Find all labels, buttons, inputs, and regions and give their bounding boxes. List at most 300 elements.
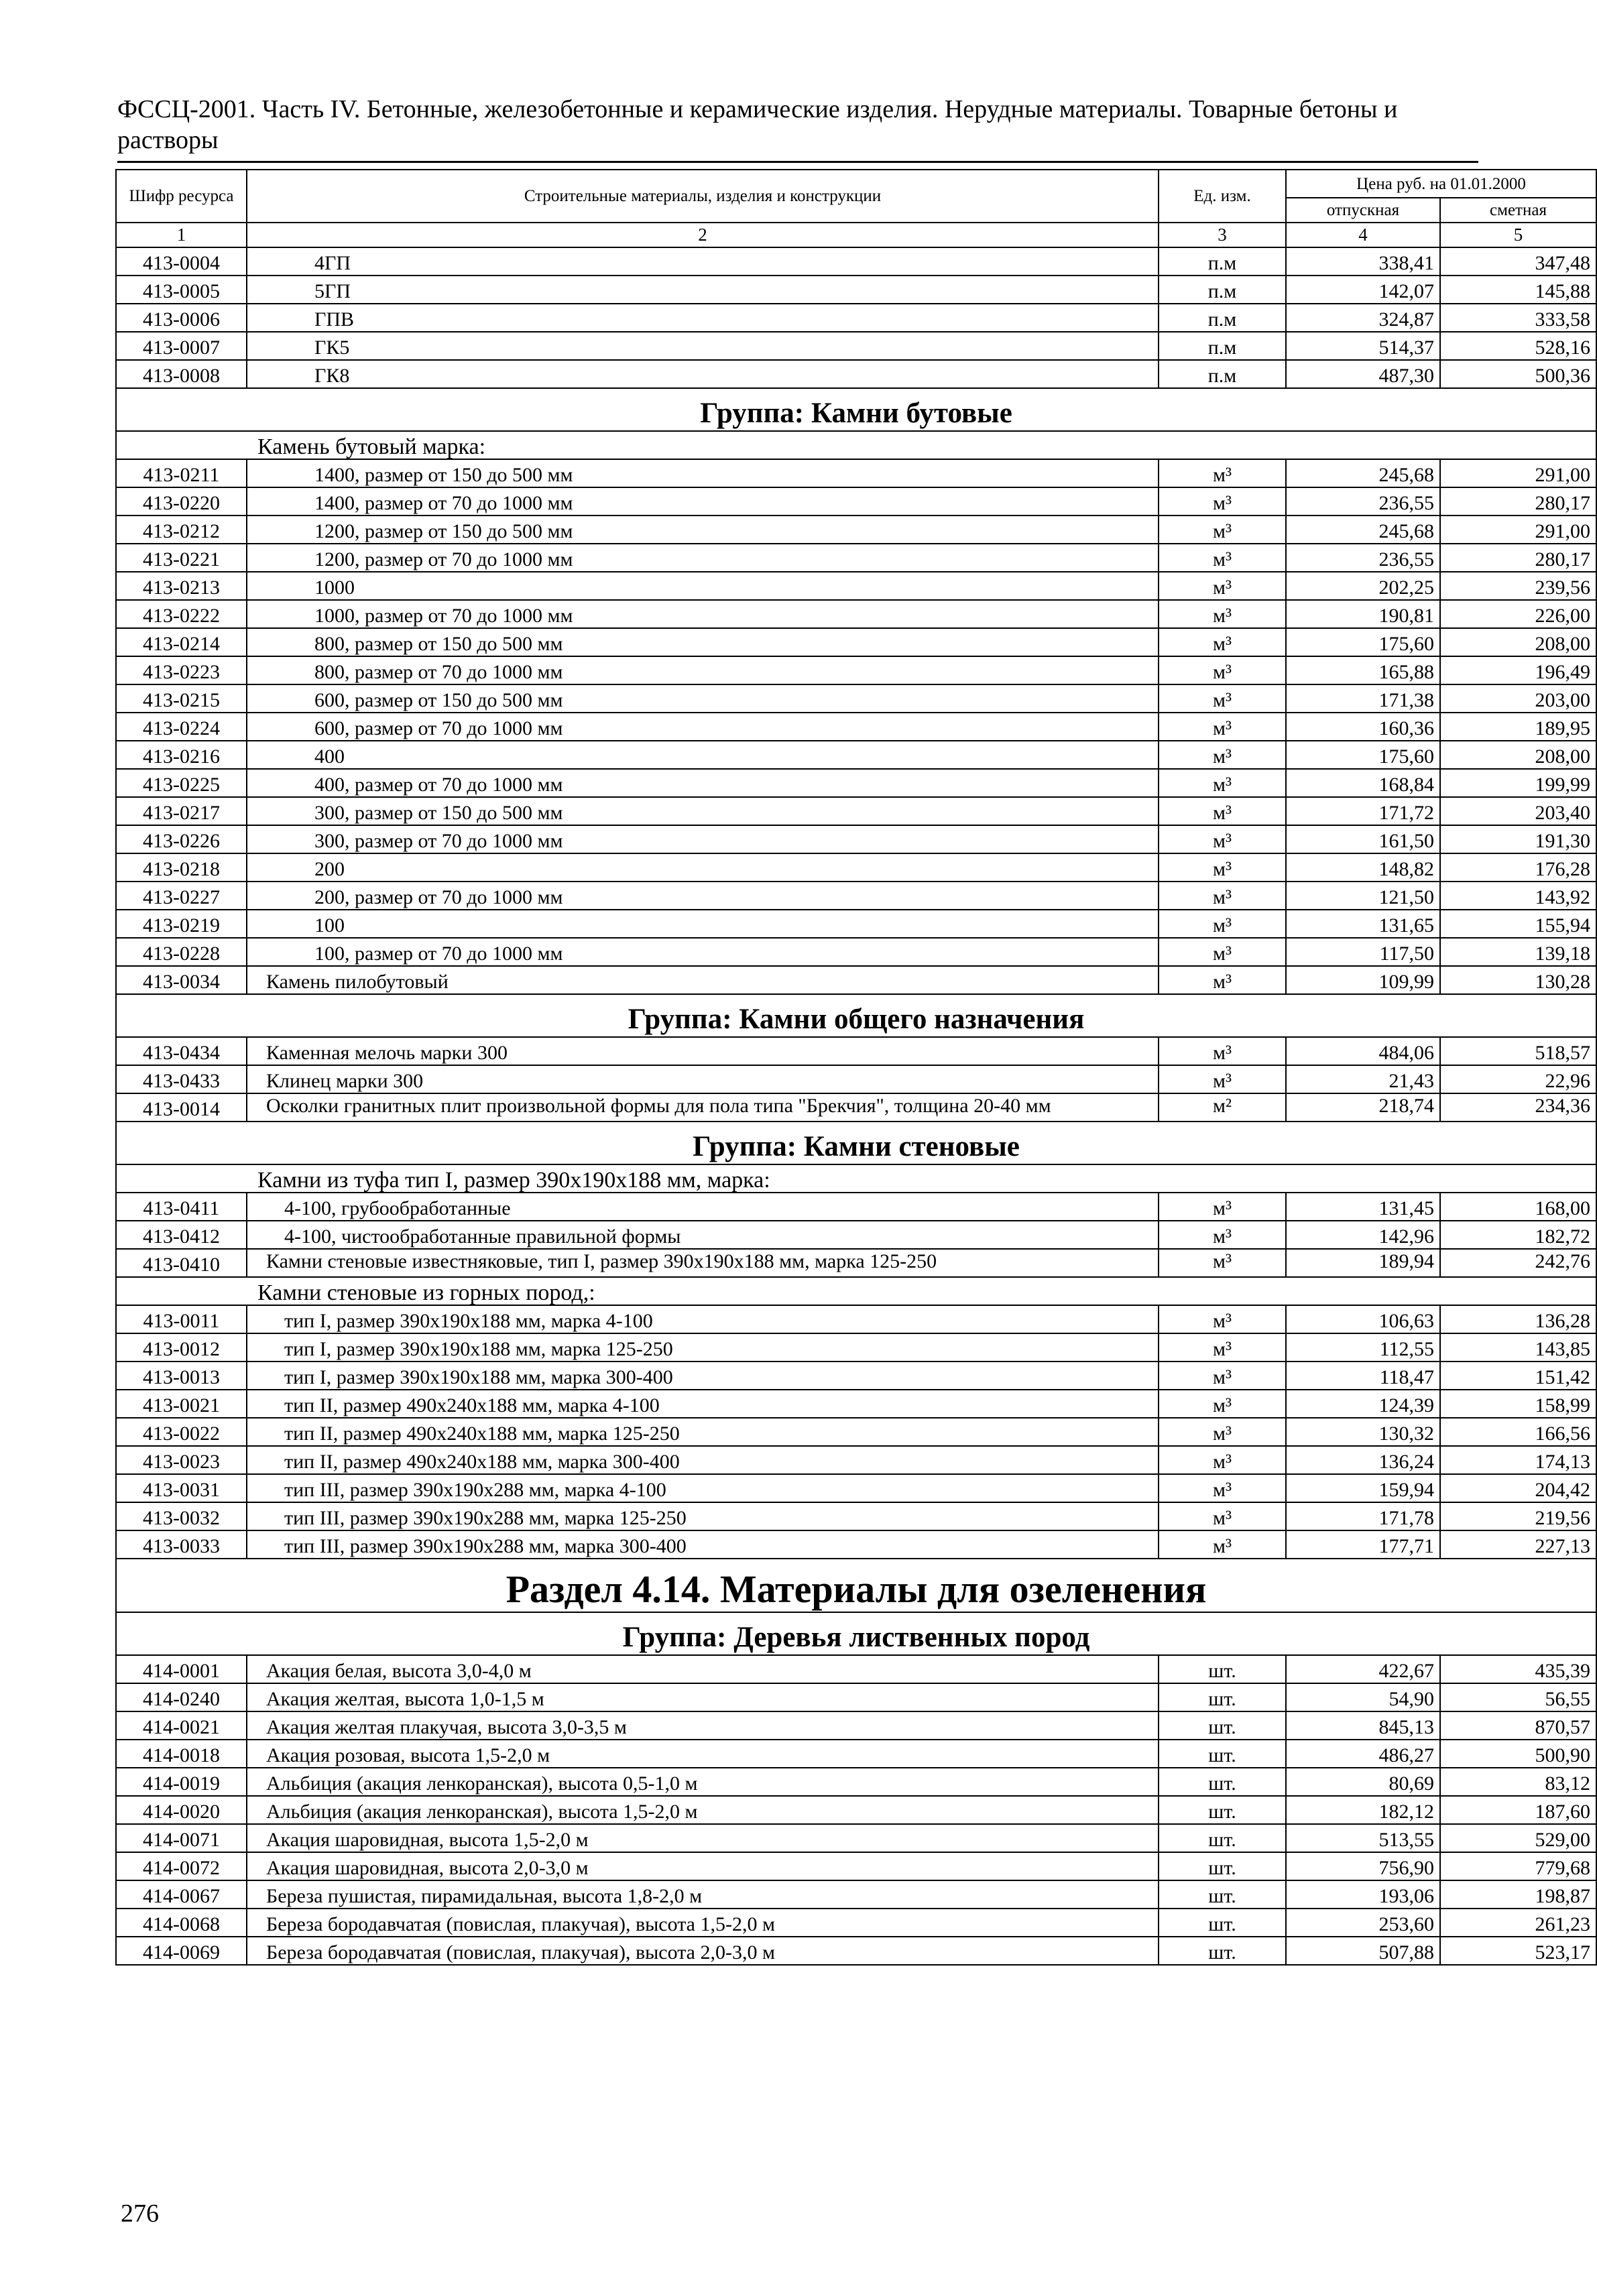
estimate-price: 130,28 xyxy=(1440,966,1596,994)
table-row xyxy=(116,304,1596,332)
resource-code: 414-0001 xyxy=(116,1655,247,1683)
estimate-price: 291,00 xyxy=(1440,459,1596,487)
resource-code: 413-0031 xyxy=(116,1474,247,1502)
estimate-price: 189,95 xyxy=(1440,713,1596,741)
unit-cell: п.м xyxy=(1159,247,1286,276)
resource-code: 414-0020 xyxy=(116,1796,247,1824)
estimate-price: 261,23 xyxy=(1440,1909,1596,1937)
estimate-price: 143,85 xyxy=(1440,1333,1596,1362)
resource-code: 413-0034 xyxy=(116,966,247,994)
material-name: Акация шаровидная, высота 1,5-2,0 м xyxy=(247,1824,1159,1852)
table-row xyxy=(116,1937,1596,1965)
estimate-price: 145,88 xyxy=(1440,276,1596,304)
estimate-price: 529,00 xyxy=(1440,1824,1596,1852)
table-row xyxy=(116,1333,1596,1362)
release-price: 756,90 xyxy=(1286,1852,1440,1880)
material-name: 1200, размер от 70 до 1000 мм xyxy=(247,544,1159,572)
material-name: 1200, размер от 150 до 500 мм xyxy=(247,516,1159,544)
release-price: 513,55 xyxy=(1286,1824,1440,1852)
table-row xyxy=(116,1193,1596,1221)
resource-code: 414-0068 xyxy=(116,1909,247,1937)
unit-cell: м³ xyxy=(1159,1474,1286,1502)
estimate-price: 435,39 xyxy=(1440,1655,1596,1683)
material-name: Камень пилобутовый xyxy=(247,966,1159,994)
estimate-price: 333,58 xyxy=(1440,304,1596,332)
release-price: 148,82 xyxy=(1286,853,1440,882)
unit-cell: м³ xyxy=(1159,487,1286,516)
column-number: 2 xyxy=(247,223,1159,247)
estimate-price: 203,40 xyxy=(1440,797,1596,825)
material-name: Береза бородавчатая (повислая, плакучая), высота 2,0-3,0 м xyxy=(247,1937,1159,1965)
table-body xyxy=(116,247,1596,1965)
material-name: 5ГП xyxy=(247,276,1159,304)
unit-cell: м³ xyxy=(1159,966,1286,994)
table-row xyxy=(116,1711,1596,1740)
material-name: 300, размер от 70 до 1000 мм xyxy=(247,825,1159,853)
resource-code: 413-0211 xyxy=(116,459,247,487)
resource-code: 413-0214 xyxy=(116,628,247,656)
material-name: 4-100, чистообработанные правильной формы xyxy=(247,1221,1159,1249)
material-name: Акация розовая, высота 1,5-2,0 м xyxy=(247,1740,1159,1768)
unit-cell: м³ xyxy=(1159,1362,1286,1390)
release-price: 131,45 xyxy=(1286,1193,1440,1221)
material-name: 1000, размер от 70 до 1000 мм xyxy=(247,600,1159,628)
table-row xyxy=(116,769,1596,797)
material-name: 200, размер от 70 до 1000 мм xyxy=(247,882,1159,910)
unit-cell: м³ xyxy=(1159,713,1286,741)
table-row xyxy=(116,910,1596,938)
section-title: Раздел 4.14. Материалы для озеленения xyxy=(116,1559,1596,1612)
estimate-price: 187,60 xyxy=(1440,1796,1596,1824)
material-name: 600, размер от 150 до 500 мм xyxy=(247,684,1159,713)
material-name: Береза бородавчатая (повислая, плакучая), высота 1,5-2,0 м xyxy=(247,1909,1159,1937)
unit-cell: м³ xyxy=(1159,1249,1286,1277)
release-price: 845,13 xyxy=(1286,1711,1440,1740)
unit-cell: шт. xyxy=(1159,1824,1286,1852)
resource-code: 413-0213 xyxy=(116,572,247,600)
release-price: 21,43 xyxy=(1286,1065,1440,1093)
table-row xyxy=(116,825,1596,853)
estimate-price: 234,36 xyxy=(1440,1093,1596,1122)
resource-code: 414-0067 xyxy=(116,1880,247,1909)
material-name: Альбиция (акация ленкоранская), высота 1,5-2,0 м xyxy=(247,1796,1159,1824)
resource-code: 414-0072 xyxy=(116,1852,247,1880)
group-title-row xyxy=(116,388,1596,431)
table-row xyxy=(116,1909,1596,1937)
material-name: тип II, размер 490x240x188 мм, марка 300-400 xyxy=(247,1446,1159,1474)
release-price: 118,47 xyxy=(1286,1362,1440,1390)
column-header-release: отпускная xyxy=(1286,198,1440,223)
release-price: 514,37 xyxy=(1286,332,1440,360)
resource-code: 413-0216 xyxy=(116,741,247,769)
material-name: тип III, размер 390x190x288 мм, марка 125-250 xyxy=(247,1502,1159,1530)
column-number: 5 xyxy=(1440,223,1596,247)
table-row xyxy=(116,360,1596,388)
resource-code: 413-0004 xyxy=(116,247,247,276)
group-title-row xyxy=(116,1612,1596,1655)
resource-code: 413-0217 xyxy=(116,797,247,825)
column-number: 4 xyxy=(1286,223,1440,247)
material-name: тип I, размер 390x190x188 мм, марка 125-250 xyxy=(247,1333,1159,1362)
unit-cell: м³ xyxy=(1159,516,1286,544)
resource-code: 413-0011 xyxy=(116,1305,247,1333)
table-row xyxy=(116,1880,1596,1909)
resource-code: 413-0032 xyxy=(116,1502,247,1530)
resource-code: 413-0006 xyxy=(116,304,247,332)
release-price: 159,94 xyxy=(1286,1474,1440,1502)
material-name: 4ГП xyxy=(247,247,1159,276)
table-row xyxy=(116,1093,1596,1122)
resource-code: 413-0215 xyxy=(116,684,247,713)
unit-cell: м³ xyxy=(1159,1193,1286,1221)
material-name: тип I, размер 390x190x188 мм, марка 4-100 xyxy=(247,1305,1159,1333)
material-name: 100, размер от 70 до 1000 мм xyxy=(247,938,1159,966)
unit-cell: шт. xyxy=(1159,1852,1286,1880)
estimate-price: 56,55 xyxy=(1440,1683,1596,1711)
unit-cell: шт. xyxy=(1159,1740,1286,1768)
unit-cell: м³ xyxy=(1159,600,1286,628)
resource-code: 413-0434 xyxy=(116,1037,247,1065)
material-name: 1400, размер от 150 до 500 мм xyxy=(247,459,1159,487)
unit-cell: м³ xyxy=(1159,1446,1286,1474)
estimate-price: 227,13 xyxy=(1440,1530,1596,1559)
table-row xyxy=(116,1502,1596,1530)
material-name: 600, размер от 70 до 1000 мм xyxy=(247,713,1159,741)
group-subheading: Камни стеновые из горных пород,: xyxy=(116,1277,1596,1305)
release-price: 171,78 xyxy=(1286,1502,1440,1530)
table-row xyxy=(116,1683,1596,1711)
unit-cell: шт. xyxy=(1159,1683,1286,1711)
material-name: 4-100, грубообработанные xyxy=(247,1193,1159,1221)
table-row xyxy=(116,628,1596,656)
table-row xyxy=(116,1362,1596,1390)
unit-cell: м³ xyxy=(1159,938,1286,966)
resource-code: 413-0218 xyxy=(116,853,247,882)
table-row xyxy=(116,600,1596,628)
estimate-price: 182,72 xyxy=(1440,1221,1596,1249)
release-price: 190,81 xyxy=(1286,600,1440,628)
release-price: 121,50 xyxy=(1286,882,1440,910)
group-title-row xyxy=(116,1122,1596,1164)
resource-code: 414-0069 xyxy=(116,1937,247,1965)
material-name: Осколки гранитных плит произвольной формы для пола типа "Брекчия", толщина 20-40 мм xyxy=(247,1093,1159,1122)
table-row xyxy=(116,1655,1596,1683)
estimate-price: 198,87 xyxy=(1440,1880,1596,1909)
table-row xyxy=(116,1065,1596,1093)
release-price: 112,55 xyxy=(1286,1333,1440,1362)
resource-code: 413-0007 xyxy=(116,332,247,360)
release-price: 131,65 xyxy=(1286,910,1440,938)
release-price: 487,30 xyxy=(1286,360,1440,388)
unit-cell: шт. xyxy=(1159,1711,1286,1740)
release-price: 182,12 xyxy=(1286,1796,1440,1824)
table-row xyxy=(116,544,1596,572)
unit-cell: м² xyxy=(1159,1093,1286,1122)
unit-cell: м³ xyxy=(1159,910,1286,938)
material-name: тип III, размер 390x190x288 мм, марка 300-400 xyxy=(247,1530,1159,1559)
material-name: тип II, размер 490x240x188 мм, марка 125-250 xyxy=(247,1418,1159,1446)
material-name: ГК8 xyxy=(247,360,1159,388)
unit-cell: м³ xyxy=(1159,656,1286,684)
unit-cell: шт. xyxy=(1159,1880,1286,1909)
material-name: тип II, размер 490x240x188 мм, марка 4-100 xyxy=(247,1390,1159,1418)
resource-code: 413-0222 xyxy=(116,600,247,628)
group-subheading-row xyxy=(116,431,1596,459)
unit-cell: п.м xyxy=(1159,276,1286,304)
material-name: 400, размер от 70 до 1000 мм xyxy=(247,769,1159,797)
estimate-price: 204,42 xyxy=(1440,1474,1596,1502)
unit-cell: м³ xyxy=(1159,1418,1286,1446)
estimate-price: 176,28 xyxy=(1440,853,1596,882)
unit-cell: м³ xyxy=(1159,769,1286,797)
material-name: Акация белая, высота 3,0-4,0 м xyxy=(247,1655,1159,1683)
unit-cell: м³ xyxy=(1159,1530,1286,1559)
estimate-price: 158,99 xyxy=(1440,1390,1596,1418)
unit-cell: м³ xyxy=(1159,684,1286,713)
table-row xyxy=(116,853,1596,882)
material-name: 100 xyxy=(247,910,1159,938)
unit-cell: шт. xyxy=(1159,1937,1286,1965)
table-row xyxy=(116,1474,1596,1502)
resource-code: 413-0223 xyxy=(116,656,247,684)
estimate-price: 518,57 xyxy=(1440,1037,1596,1065)
release-price: 177,71 xyxy=(1286,1530,1440,1559)
unit-cell: м³ xyxy=(1159,741,1286,769)
estimate-price: 208,00 xyxy=(1440,628,1596,656)
resource-code: 413-0023 xyxy=(116,1446,247,1474)
unit-cell: м³ xyxy=(1159,1037,1286,1065)
material-name: Акация желтая, высота 1,0-1,5 м xyxy=(247,1683,1159,1711)
release-price: 171,72 xyxy=(1286,797,1440,825)
material-name: Камни стеновые известняковые, тип I, размер 390x190x188 мм, марка 125-250 xyxy=(247,1249,1159,1277)
group-subheading: Камни из туфа тип I, размер 390x190x188 мм, марка: xyxy=(116,1164,1596,1193)
estimate-price: 166,56 xyxy=(1440,1418,1596,1446)
release-price: 175,60 xyxy=(1286,628,1440,656)
release-price: 161,50 xyxy=(1286,825,1440,853)
group-subheading-row xyxy=(116,1164,1596,1193)
resource-code: 414-0240 xyxy=(116,1683,247,1711)
unit-cell: м³ xyxy=(1159,853,1286,882)
resource-code: 413-0219 xyxy=(116,910,247,938)
unit-cell: м³ xyxy=(1159,1502,1286,1530)
material-name: Альбиция (акация ленкоранская), высота 0,5-1,0 м xyxy=(247,1768,1159,1796)
release-price: 245,68 xyxy=(1286,516,1440,544)
material-name: Акация желтая плакучая, высота 3,0-3,5 м xyxy=(247,1711,1159,1740)
estimate-price: 203,00 xyxy=(1440,684,1596,713)
release-price: 245,68 xyxy=(1286,459,1440,487)
unit-cell: шт. xyxy=(1159,1909,1286,1937)
table-row xyxy=(116,332,1596,360)
group-title: Группа: Камни бутовые xyxy=(116,388,1596,431)
column-number: 1 xyxy=(116,223,247,247)
unit-cell: м³ xyxy=(1159,1305,1286,1333)
estimate-price: 347,48 xyxy=(1440,247,1596,276)
unit-cell: м³ xyxy=(1159,544,1286,572)
estimate-price: 143,92 xyxy=(1440,882,1596,910)
table-row xyxy=(116,516,1596,544)
estimate-price: 500,90 xyxy=(1440,1740,1596,1768)
resource-code: 414-0071 xyxy=(116,1824,247,1852)
table-row xyxy=(116,1221,1596,1249)
unit-cell: м³ xyxy=(1159,825,1286,853)
estimate-price: 226,00 xyxy=(1440,600,1596,628)
estimate-price: 528,16 xyxy=(1440,332,1596,360)
unit-cell: п.м xyxy=(1159,332,1286,360)
release-price: 80,69 xyxy=(1286,1768,1440,1796)
document-header: ФССЦ-2001. Часть IV. Бетонные, железобетонные и керамические изделия. Нерудные материалы. Товарные бетоны и растворы xyxy=(117,95,1398,154)
table-row xyxy=(116,1852,1596,1880)
estimate-price: 199,99 xyxy=(1440,769,1596,797)
material-name: тип I, размер 390x190x188 мм, марка 300-400 xyxy=(247,1362,1159,1390)
estimate-price: 174,13 xyxy=(1440,1446,1596,1474)
table-row xyxy=(116,1530,1596,1559)
table-row xyxy=(116,487,1596,516)
resource-code: 413-0225 xyxy=(116,769,247,797)
group-subheading-row xyxy=(116,1277,1596,1305)
release-price: 324,87 xyxy=(1286,304,1440,332)
resource-code: 413-0411 xyxy=(116,1193,247,1221)
material-name: 800, размер от 70 до 1000 мм xyxy=(247,656,1159,684)
resource-code: 414-0018 xyxy=(116,1740,247,1768)
table-row xyxy=(116,1037,1596,1065)
release-price: 236,55 xyxy=(1286,487,1440,516)
section-title-row xyxy=(116,1559,1596,1612)
page-number: 276 xyxy=(121,2199,159,2228)
resource-code: 413-0033 xyxy=(116,1530,247,1559)
unit-cell: м³ xyxy=(1159,1065,1286,1093)
unit-cell: шт. xyxy=(1159,1655,1286,1683)
header-rule xyxy=(117,161,1478,163)
column-number-row xyxy=(116,223,1596,247)
price-table xyxy=(115,169,1597,1966)
estimate-price: 139,18 xyxy=(1440,938,1596,966)
estimate-price: 870,57 xyxy=(1440,1711,1596,1740)
release-price: 136,24 xyxy=(1286,1446,1440,1474)
table-row xyxy=(116,797,1596,825)
estimate-price: 239,56 xyxy=(1440,572,1596,600)
release-price: 171,38 xyxy=(1286,684,1440,713)
estimate-price: 280,17 xyxy=(1440,544,1596,572)
table-row xyxy=(116,1418,1596,1446)
material-name: 200 xyxy=(247,853,1159,882)
estimate-price: 523,17 xyxy=(1440,1937,1596,1965)
resource-code: 413-0221 xyxy=(116,544,247,572)
resource-code: 413-0226 xyxy=(116,825,247,853)
column-header-unit: Ед. изм. xyxy=(1159,170,1286,223)
table-row xyxy=(116,684,1596,713)
resource-code: 413-0410 xyxy=(116,1249,247,1277)
unit-cell: п.м xyxy=(1159,304,1286,332)
estimate-price: 242,76 xyxy=(1440,1249,1596,1277)
group-title-row xyxy=(116,994,1596,1037)
release-price: 106,63 xyxy=(1286,1305,1440,1333)
release-price: 142,96 xyxy=(1286,1221,1440,1249)
material-name: 1000 xyxy=(247,572,1159,600)
release-price: 189,94 xyxy=(1286,1249,1440,1277)
release-price: 507,88 xyxy=(1286,1937,1440,1965)
estimate-price: 779,68 xyxy=(1440,1852,1596,1880)
resource-code: 413-0008 xyxy=(116,360,247,388)
release-price: 117,50 xyxy=(1286,938,1440,966)
table-row xyxy=(116,1824,1596,1852)
estimate-price: 22,96 xyxy=(1440,1065,1596,1093)
release-price: 338,41 xyxy=(1286,247,1440,276)
resource-code: 413-0224 xyxy=(116,713,247,741)
material-name: Клинец марки 300 xyxy=(247,1065,1159,1093)
release-price: 175,60 xyxy=(1286,741,1440,769)
table-row xyxy=(116,1305,1596,1333)
unit-cell: м³ xyxy=(1159,459,1286,487)
table-row xyxy=(116,459,1596,487)
unit-cell: м³ xyxy=(1159,572,1286,600)
resource-code: 413-0005 xyxy=(116,276,247,304)
table-row xyxy=(116,572,1596,600)
resource-code: 413-0013 xyxy=(116,1362,247,1390)
group-title: Группа: Деревья лиственных пород xyxy=(116,1612,1596,1655)
release-price: 109,99 xyxy=(1286,966,1440,994)
material-name: тип III, размер 390x190x288 мм, марка 4-100 xyxy=(247,1474,1159,1502)
resource-code: 413-0433 xyxy=(116,1065,247,1093)
material-name: 300, размер от 150 до 500 мм xyxy=(247,797,1159,825)
unit-cell: м³ xyxy=(1159,882,1286,910)
table-row xyxy=(116,938,1596,966)
table-header-row xyxy=(116,170,1596,198)
material-name: 400 xyxy=(247,741,1159,769)
release-price: 486,27 xyxy=(1286,1740,1440,1768)
resource-code: 413-0220 xyxy=(116,487,247,516)
estimate-price: 196,49 xyxy=(1440,656,1596,684)
resource-code: 413-0227 xyxy=(116,882,247,910)
column-header-price: Цена руб. на 01.01.2000 xyxy=(1286,170,1596,198)
column-header-code: Шифр ресурса xyxy=(116,170,247,223)
resource-code: 413-0022 xyxy=(116,1418,247,1446)
unit-cell: м³ xyxy=(1159,1221,1286,1249)
column-number: 3 xyxy=(1159,223,1286,247)
estimate-price: 136,28 xyxy=(1440,1305,1596,1333)
estimate-price: 83,12 xyxy=(1440,1768,1596,1796)
unit-cell: м³ xyxy=(1159,1390,1286,1418)
table-row xyxy=(116,966,1596,994)
table-row xyxy=(116,1740,1596,1768)
release-price: 236,55 xyxy=(1286,544,1440,572)
material-name: ГПВ xyxy=(247,304,1159,332)
release-price: 124,39 xyxy=(1286,1390,1440,1418)
material-name: 1400, размер от 70 до 1000 мм xyxy=(247,487,1159,516)
resource-code: 413-0228 xyxy=(116,938,247,966)
group-title: Группа: Камни стеновые xyxy=(116,1122,1596,1164)
estimate-price: 168,00 xyxy=(1440,1193,1596,1221)
estimate-price: 191,30 xyxy=(1440,825,1596,853)
release-price: 484,06 xyxy=(1286,1037,1440,1065)
estimate-price: 155,94 xyxy=(1440,910,1596,938)
unit-cell: м³ xyxy=(1159,797,1286,825)
estimate-price: 500,36 xyxy=(1440,360,1596,388)
release-price: 54,90 xyxy=(1286,1683,1440,1711)
unit-cell: шт. xyxy=(1159,1768,1286,1796)
resource-code: 413-0012 xyxy=(116,1333,247,1362)
resource-code: 413-0212 xyxy=(116,516,247,544)
resource-code: 413-0021 xyxy=(116,1390,247,1418)
table-row xyxy=(116,741,1596,769)
release-price: 130,32 xyxy=(1286,1418,1440,1446)
table-row xyxy=(116,882,1596,910)
estimate-price: 219,56 xyxy=(1440,1502,1596,1530)
table-row xyxy=(116,247,1596,276)
release-price: 422,67 xyxy=(1286,1655,1440,1683)
table-row xyxy=(116,276,1596,304)
group-title: Группа: Камни общего назначения xyxy=(116,994,1596,1037)
release-price: 165,88 xyxy=(1286,656,1440,684)
